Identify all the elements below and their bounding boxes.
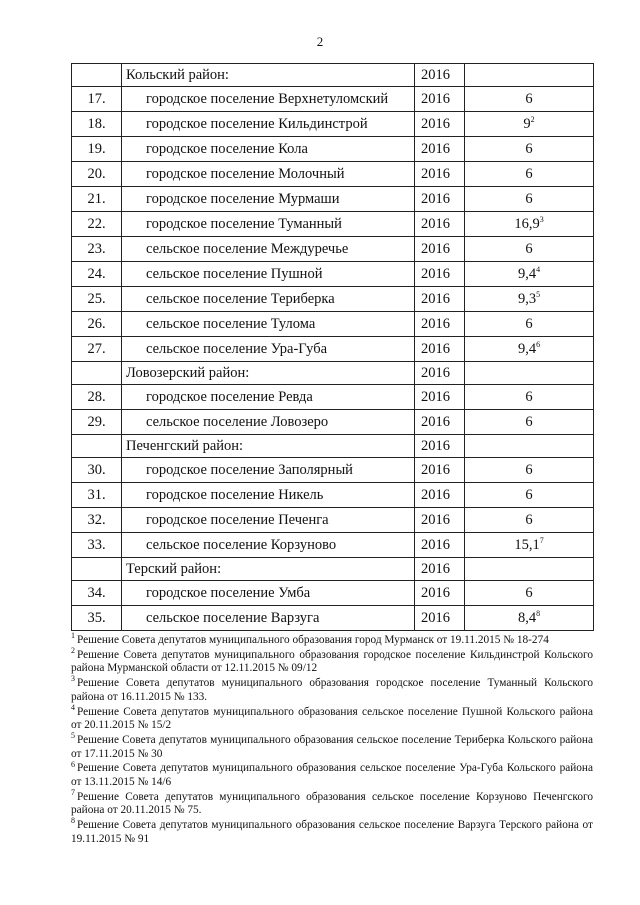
settlement-name: городское поселение Умба: [122, 581, 415, 606]
row-number-cell: 34.: [72, 581, 122, 606]
table-row: [72, 112, 594, 137]
row-number-cell: 28.: [72, 385, 122, 410]
row-number-cell: [72, 64, 122, 87]
value-cell: [465, 262, 594, 287]
value-cell: [465, 483, 594, 508]
settlement-name: городское поселение Туманный: [122, 212, 415, 237]
year-cell: 2016: [415, 287, 465, 312]
row-number-cell: [72, 362, 122, 385]
footnote-reference: 7: [539, 535, 544, 545]
settlement-name: городское поселение Верхнетуломский: [122, 87, 415, 112]
rate-value: 6: [525, 140, 533, 157]
value-cell: [465, 237, 594, 262]
footnote-mark: 3: [71, 674, 75, 684]
rate-value: 9,3: [517, 290, 537, 307]
row-number-cell: 23.: [72, 237, 122, 262]
district-name: Терский район:: [122, 558, 415, 581]
year-cell: 2016: [415, 410, 465, 435]
value-cell: [465, 435, 594, 458]
footnote: [71, 674, 593, 704]
footnote-mark: 8: [71, 816, 75, 826]
value-cell: [465, 112, 594, 137]
rate-value: 6: [525, 584, 533, 601]
rate-value: 6: [525, 388, 533, 405]
value-cell: [465, 385, 594, 410]
footnote-text: Решение Совета депутатов муниципального образования городское поселение Кильдинстрой Кольского района Мурманской области от 12.11.2015 № 09/12: [71, 648, 593, 675]
rate-value: 6: [525, 240, 533, 257]
footnote-reference: 6: [536, 339, 541, 349]
table-row: [72, 483, 594, 508]
year-cell: 2016: [415, 337, 465, 362]
footnote-text: Решение Совета депутатов муниципального образования сельское поселение Корзуново Печенгского района от 20.11.2015 № 75.: [71, 790, 593, 817]
year-cell: 2016: [415, 137, 465, 162]
value-cell: [465, 558, 594, 581]
page-number: 2: [316, 34, 324, 49]
district-row: [72, 435, 594, 458]
footnote: [71, 702, 593, 733]
value-cell: [465, 162, 594, 187]
year-cell: 2016: [415, 64, 465, 87]
footnote-mark: 5: [71, 731, 75, 741]
settlement-name: сельское поселение Ура-Губа: [122, 337, 415, 362]
row-number-cell: 35.: [72, 606, 122, 631]
settlement-name: городское поселение Заполярный: [122, 458, 415, 483]
rate-value: 8,4: [517, 609, 537, 626]
row-number-cell: 19.: [72, 137, 122, 162]
footnote-mark: 7: [71, 787, 75, 797]
value-cell: [465, 533, 594, 558]
settlement-name: городское поселение Никель: [122, 483, 415, 508]
rate-value: 9,4: [517, 265, 537, 282]
year-cell: 2016: [415, 581, 465, 606]
table-row: [72, 385, 594, 410]
row-number-cell: 30.: [72, 458, 122, 483]
value-cell: [465, 458, 594, 483]
footnote: [71, 787, 593, 818]
table-row: [72, 410, 594, 435]
rate-value: 6: [525, 315, 533, 332]
year-cell: 2016: [415, 385, 465, 410]
row-number-cell: 31.: [72, 483, 122, 508]
footnote-mark: 1: [71, 631, 75, 641]
rate-value: 16,9: [514, 215, 540, 232]
settlement-name: сельское поселение Пушной: [122, 262, 415, 287]
row-number-cell: 27.: [72, 337, 122, 362]
year-cell: 2016: [415, 237, 465, 262]
settlement-name: сельское поселение Ловозеро: [122, 410, 415, 435]
row-number-cell: 26.: [72, 312, 122, 337]
row-number-cell: 33.: [72, 533, 122, 558]
footnote-text: Решение Совета депутатов муниципального образования сельское поселение Пушной Кольского района от 20.11.2015 № 15/2: [71, 705, 593, 732]
settlement-name: сельское поселение Териберка: [122, 287, 415, 312]
settlement-name: городское поселение Молочный: [122, 162, 415, 187]
value-cell: [465, 212, 594, 237]
footnote: [71, 731, 593, 761]
table-row: [72, 287, 594, 312]
rate-value: 6: [525, 190, 533, 207]
table-row: [72, 212, 594, 237]
footnote-mark: 4: [71, 702, 75, 712]
table-row: [72, 337, 594, 362]
rate-value: 6: [525, 461, 533, 478]
row-number-cell: 22.: [72, 212, 122, 237]
value-cell: [465, 581, 594, 606]
footnote-text: Решение Совета депутатов муниципального образования город Мурманск от 19.11.2015 № 18-274: [77, 634, 549, 646]
footnote-mark: 2: [71, 645, 75, 655]
settlement-name: городское поселение Кильдинстрой: [122, 112, 415, 137]
row-number-cell: 24.: [72, 262, 122, 287]
year-cell: 2016: [415, 533, 465, 558]
year-cell: 2016: [415, 312, 465, 337]
settlement-name: сельское поселение Корзуново: [122, 533, 415, 558]
row-number-cell: 32.: [72, 508, 122, 533]
row-number-cell: 21.: [72, 187, 122, 212]
settlement-name: городское поселение Печенга: [122, 508, 415, 533]
year-cell: 2016: [415, 508, 465, 533]
settlement-name: городское поселение Кола: [122, 137, 415, 162]
year-cell: 2016: [415, 435, 465, 458]
footnote: [71, 816, 593, 846]
value-cell: [465, 410, 594, 435]
district-name: Печенгский район:: [122, 435, 415, 458]
value-cell: [465, 87, 594, 112]
rate-value: 6: [525, 413, 533, 430]
footnote-text: Решение Совета депутатов муниципального образования сельское поселение Ура-Губа Кольского района от 13.11.2015 № 14/6: [71, 762, 593, 789]
table-row: [72, 606, 594, 631]
rate-value: 6: [525, 165, 533, 182]
district-row: [72, 362, 594, 385]
footnote-reference: 3: [539, 214, 544, 224]
footnote-reference: 2: [530, 114, 535, 124]
rate-value: 6: [525, 90, 533, 107]
footnote-reference: 5: [536, 289, 541, 299]
table-row: [72, 533, 594, 558]
value-cell: [465, 606, 594, 631]
settlement-name: городское поселение Мурмаши: [122, 187, 415, 212]
footnote-text: Решение Совета депутатов муниципального образования сельское поселение Териберка Кольского района от 17.11.2015 № 30: [71, 733, 593, 760]
table-row: [72, 187, 594, 212]
value-cell: [465, 137, 594, 162]
year-cell: 2016: [415, 87, 465, 112]
year-cell: 2016: [415, 262, 465, 287]
value-cell: [465, 287, 594, 312]
settlement-name: сельское поселение Тулома: [122, 312, 415, 337]
year-cell: 2016: [415, 187, 465, 212]
value-cell: [465, 64, 594, 87]
row-number-cell: 18.: [72, 112, 122, 137]
footnote-text: Решение Совета депутатов муниципального образования сельское поселение Варзуга Терского района от 19.11.2015 № 91: [71, 819, 593, 845]
table-row: [72, 458, 594, 483]
footnote: [71, 759, 593, 789]
rate-value: 6: [525, 511, 533, 528]
year-cell: 2016: [415, 212, 465, 237]
footnote-mark: 6: [71, 759, 75, 769]
table-row: [72, 581, 594, 606]
value-cell: [465, 508, 594, 533]
district-row: [72, 64, 594, 87]
year-cell: 2016: [415, 558, 465, 581]
rate-value: 6: [525, 486, 533, 503]
value-cell: [465, 187, 594, 212]
settlement-name: сельское поселение Междуречье: [122, 237, 415, 262]
settlement-rate-table: [71, 63, 594, 631]
row-number-cell: [72, 558, 122, 581]
district-name: Кольский район:: [122, 64, 415, 87]
footnotes: [71, 631, 593, 848]
table-row: [72, 508, 594, 533]
value-cell: [465, 337, 594, 362]
year-cell: 2016: [415, 112, 465, 137]
row-number-cell: 17.: [72, 87, 122, 112]
footnote-reference: 4: [536, 264, 541, 274]
settlement-name: сельское поселение Варзуга: [122, 606, 415, 631]
year-cell: 2016: [415, 162, 465, 187]
footnote: [71, 645, 593, 676]
settlement-name: городское поселение Ревда: [122, 385, 415, 410]
district-row: [72, 558, 594, 581]
table-row: [72, 312, 594, 337]
value-cell: [465, 312, 594, 337]
footnote: [71, 631, 593, 648]
value-cell: [465, 362, 594, 385]
rate-value: 15,1: [514, 536, 540, 553]
rate-value: 9,4: [517, 340, 537, 357]
year-cell: 2016: [415, 362, 465, 385]
footnote-text: Решение Совета депутатов муниципального образования городское поселение Туманный Кольского района от 16.11.2015 № 133.: [71, 677, 593, 703]
row-number-cell: 29.: [72, 410, 122, 435]
rate-value: 9: [523, 115, 531, 132]
table-row: [72, 262, 594, 287]
row-number-cell: [72, 435, 122, 458]
table-row: [72, 87, 594, 112]
year-cell: 2016: [415, 606, 465, 631]
table-row: [72, 137, 594, 162]
footnote-reference: 8: [536, 608, 541, 618]
district-name: Ловозерский район:: [122, 362, 415, 385]
row-number-cell: 20.: [72, 162, 122, 187]
year-cell: 2016: [415, 458, 465, 483]
table-row: [72, 237, 594, 262]
row-number-cell: 25.: [72, 287, 122, 312]
year-cell: 2016: [415, 483, 465, 508]
table-row: [72, 162, 594, 187]
